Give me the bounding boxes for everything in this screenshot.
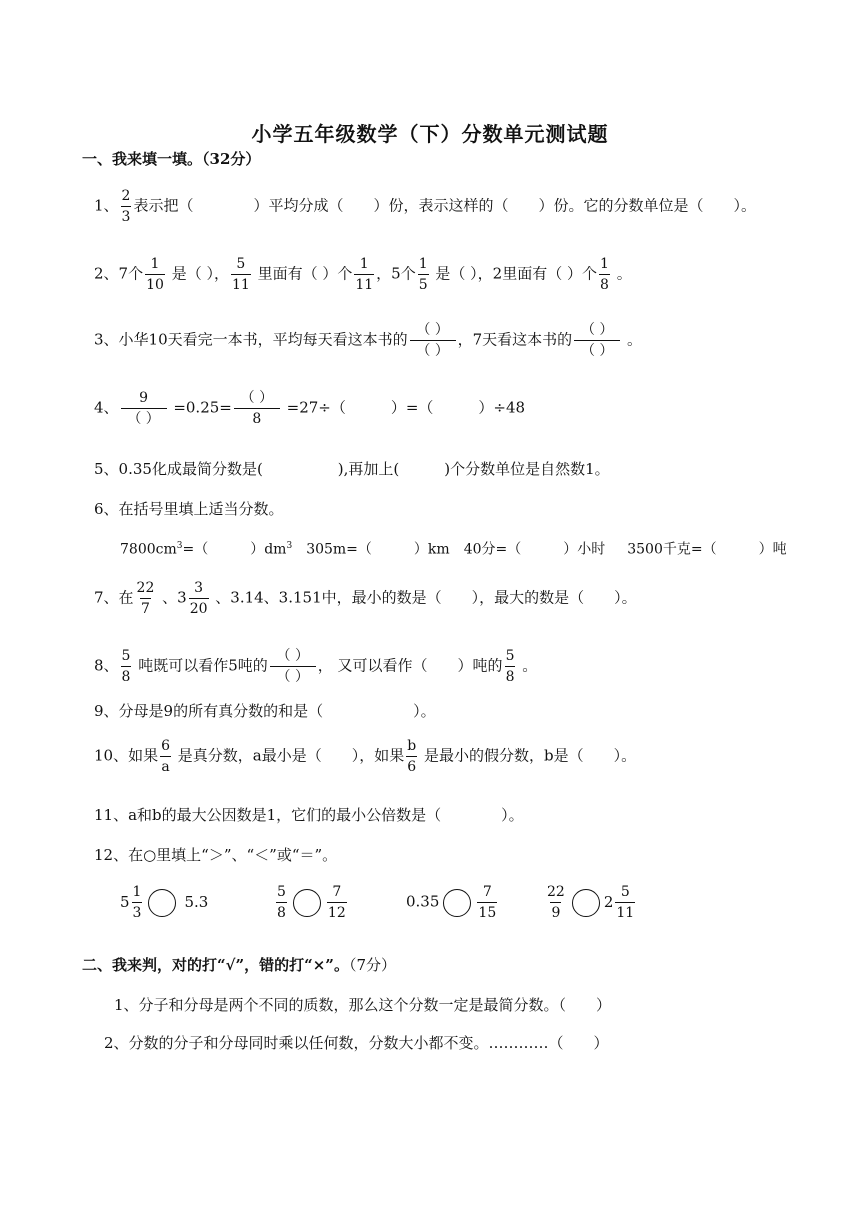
question-5: 5、0.35化成最简分数是( ),再加上( )个分数单位是自然数1。 <box>94 460 610 478</box>
section1-heading: 一、我来填一填。（32分） <box>82 150 261 168</box>
fraction: $\frac{5}{11}$ <box>231 256 250 294</box>
fraction: $\frac{1}{3}$ <box>132 884 142 922</box>
fraction: $\frac{5}{8}$ <box>277 884 286 922</box>
fraction: $\frac{1}{11}$ <box>355 256 374 294</box>
question-7: 7、在 $\frac{22}{7}$ 、3 $\frac{3}{20}$ 、3.14、3.151中，最小的数是（ ），最大的数是（ ）。 <box>94 580 637 618</box>
fraction: $\frac{9}{( )}$ <box>121 390 167 427</box>
compare-circle[interactable] <box>293 889 321 917</box>
question-11: 11、a和b的最大公因数是1，它们的最小公倍数是（ ）。 <box>94 806 524 824</box>
question-1: 1、 $\frac{2}{3}$ 表示把（ ）平均分成（ ）份，表示这样的（ ）份。它的分数单位是（ ）。 <box>94 188 756 226</box>
fraction: $\frac{7}{15}$ <box>478 884 497 922</box>
fraction: $\frac{( )}{8}$ <box>234 390 280 427</box>
fraction: $\frac{1}{8}$ <box>600 256 609 294</box>
question-6-items: $7800cm^3=$（ ）$dm^3$ 305m=（ ）km 40分=（ ）小时 3500千克=（ ）吨 <box>120 541 787 558</box>
fraction: $\frac{b}{6}$ <box>407 738 417 776</box>
compare-circle[interactable] <box>443 889 471 917</box>
fraction: $\frac{2}{3}$ <box>121 188 131 226</box>
section2-heading: 二、我来判，对的打“√”，错的打“×”。（7分） <box>82 956 396 974</box>
fraction: $\frac{1}{10}$ <box>146 256 164 294</box>
question-6: 6、在括号里填上适当分数。 <box>94 500 284 518</box>
question-9: 9、分母是9的所有真分数的和是（ ）。 <box>94 702 436 720</box>
fraction: $\frac{1}{5}$ <box>418 256 428 294</box>
question-2: 2、7个 $\frac{1}{10}$ 是（ ）， $\frac{5}{11}$ 里面有（ ）个 $\frac{1}{11}$ ，5个 $\frac{1}{5}$ 是（ ），2里面有（ ）个 $\frac{1}{8}$ 。 <box>94 256 632 294</box>
fraction: $\frac{6}{a}$ <box>161 738 171 776</box>
blank-fraction: $\frac{( )}{( )}$ <box>410 322 456 359</box>
judgement-1: 1、分子和分母是两个不同的质数，那么这个分数一定是最简分数。（ ） <box>114 996 612 1014</box>
blank-fraction: $\frac{( )}{( )}$ <box>270 648 316 685</box>
page-title: 小学五年级数学（下）分数单元测试题 <box>251 122 609 146</box>
fraction: $\frac{5}{8}$ <box>505 648 515 686</box>
comparison-1: 5 $\frac{1}{3}$ 5.3 <box>120 884 209 922</box>
question-3: 3、小华10天看完一本书，平均每天看这本书的 $\frac{( )}{( )}$ ，7天看这本书的 $\frac{( )}{( )}$ 。 <box>94 322 642 360</box>
fraction: $\frac{7}{12}$ <box>327 884 346 922</box>
fraction: $\frac{22}{9}$ <box>547 884 565 922</box>
fraction: $\frac{3}{20}$ <box>189 580 208 618</box>
compare-circle[interactable] <box>572 889 600 917</box>
blank-fraction: $\frac{( )}{( )}$ <box>574 322 620 359</box>
question-8: 8、 $\frac{5}{8}$ 吨既可以看作5吨的 $\frac{( )}{( )}$ ， 又可以看作（ ）吨的 $\frac{5}{8}$ 。 <box>94 648 538 686</box>
fraction: $\frac{22}{7}$ <box>136 580 155 618</box>
comparison-2 <box>274 884 349 921</box>
comparison-3: 0.35 $\frac{7}{15}$ <box>406 884 497 922</box>
fraction: $\frac{5}{8}$ <box>121 648 131 686</box>
fraction: $\frac{5}{11}$ <box>616 884 635 922</box>
question-4: 4、 $\frac{9}{( )}$ =0.25= $\frac{( )}{8}$ =27÷（ ）=（ ）÷48 <box>94 390 526 428</box>
judgement-2: 2、分数的分子和分母同时乘以任何数，分数大小都不变。…………（ ） <box>104 1034 609 1052</box>
question-10: 10、如果 $\frac{6}{a}$ 是真分数，a最小是（ ），如果 $\frac{b}{6}$ 是最小的假分数，b是（ ）。 <box>94 738 637 776</box>
question-12: 12、在○里填上“＞”、“＜”或“＝”。 <box>94 846 338 864</box>
compare-circle[interactable] <box>148 889 176 917</box>
comparison-4: $\frac{22}{9}$ 2 $\frac{5}{11}$ <box>547 884 635 922</box>
